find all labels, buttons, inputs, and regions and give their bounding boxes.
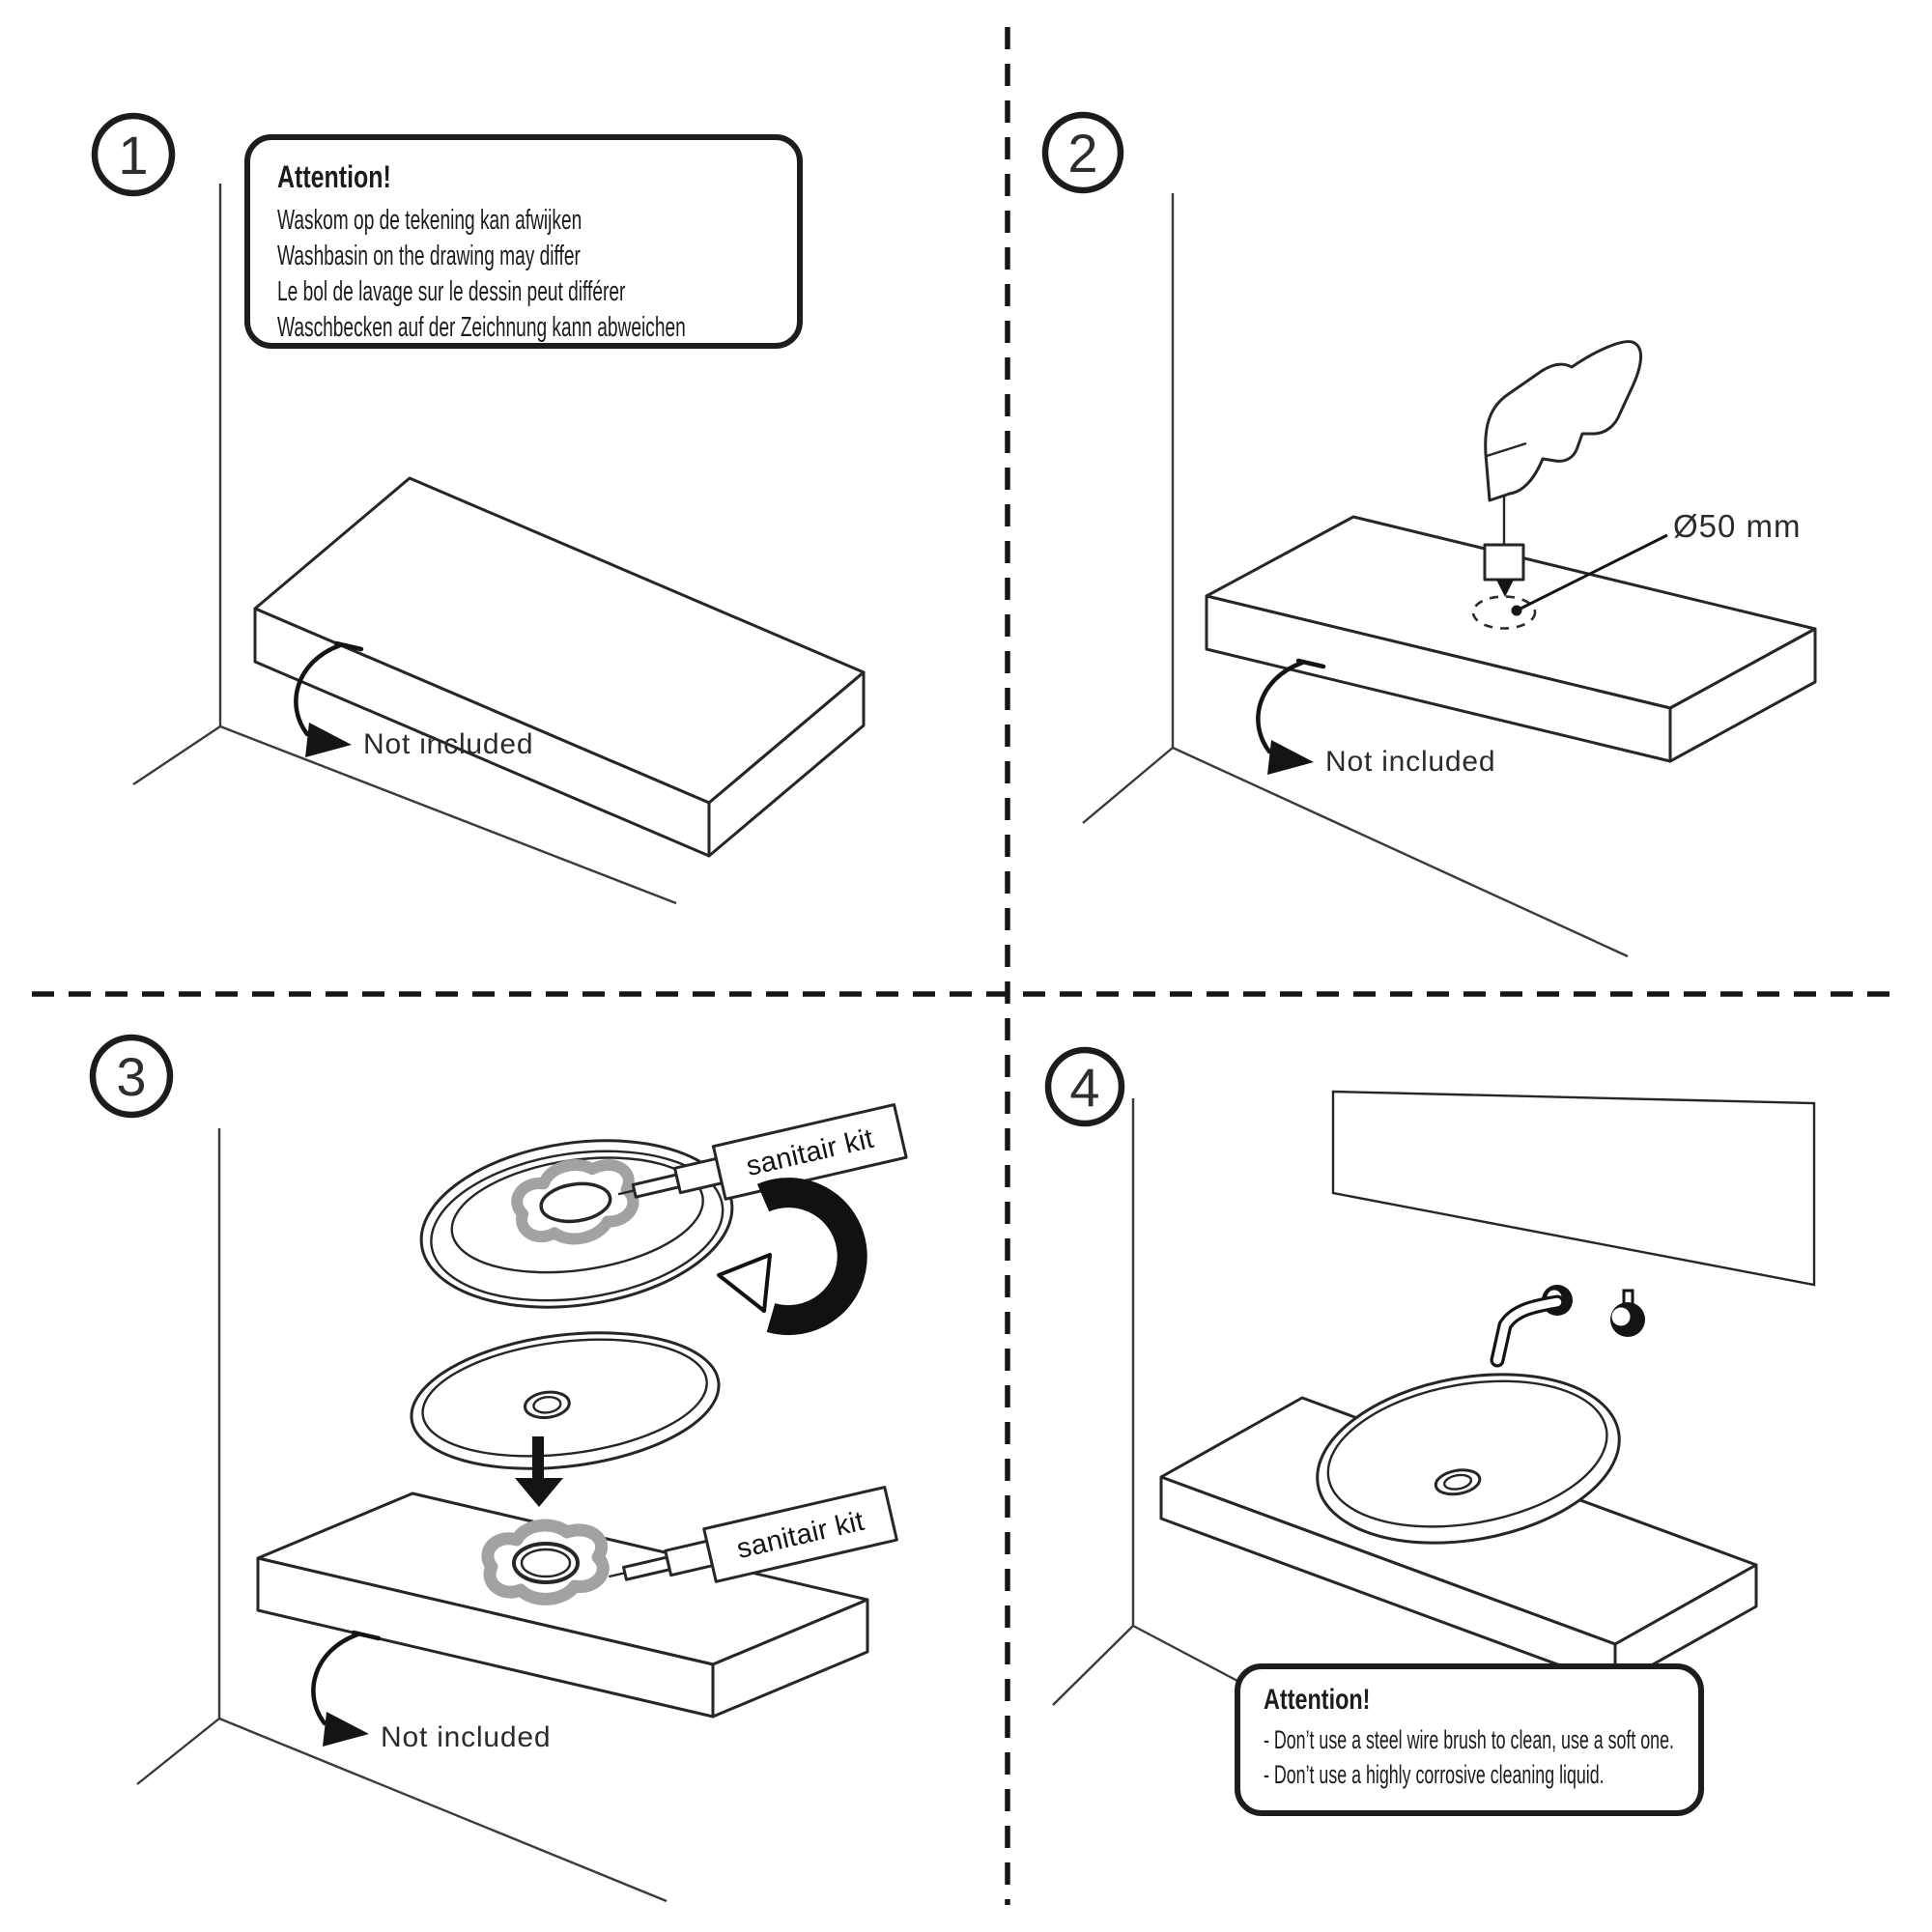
faucet-knob-icon bbox=[1610, 1291, 1645, 1337]
washbasin-bottom-view bbox=[411, 1122, 743, 1325]
mirror-icon bbox=[1333, 1092, 1814, 1285]
attention-title-step1: Attention! bbox=[277, 159, 391, 194]
panel-step2 bbox=[1045, 115, 1815, 956]
step-number-badge-3 bbox=[93, 1037, 170, 1115]
step-number-2: 2 bbox=[1067, 123, 1098, 184]
step-number-badge-1 bbox=[95, 116, 172, 193]
countertop-shelf-icon bbox=[255, 478, 864, 856]
attention-line-cleaning-2: - Don’t use a highly corrosive cleaning liquid. bbox=[1264, 1760, 1605, 1789]
attention-line-cleaning-1: - Don’t use a steel wire brush to clean, use a soft one. bbox=[1264, 1725, 1674, 1754]
attention-line-nl: Waskom op de tekening kan afwijken bbox=[277, 205, 582, 236]
washbasin-top-view bbox=[404, 1317, 726, 1485]
sealant-tube-label-bottom: sanitair kit bbox=[733, 1505, 867, 1566]
rotate-arrow-icon bbox=[719, 1193, 852, 1321]
attention-line-en: Washbasin on the drawing may differ bbox=[277, 241, 581, 271]
curved-arrow-icon bbox=[313, 1633, 379, 1747]
panel-step3 bbox=[93, 1037, 906, 1901]
wall-corner-4 bbox=[1053, 1098, 1256, 1705]
step-number-1: 1 bbox=[118, 125, 149, 185]
step-number-3: 3 bbox=[116, 1046, 147, 1107]
not-included-label-1: Not included bbox=[363, 728, 534, 760]
attention-line-de: Waschbecken auf der Zeichnung kann abweichen bbox=[277, 312, 686, 343]
attention-box-step1 bbox=[244, 134, 803, 349]
attention-title-step4: Attention! bbox=[1264, 1684, 1371, 1716]
attention-line-fr: Le bol de lavage sur le dessin peut différer bbox=[277, 276, 626, 307]
step-number-4: 4 bbox=[1069, 1057, 1100, 1118]
step-number-badge-2 bbox=[1045, 115, 1121, 190]
faucet-spout-icon bbox=[1497, 1285, 1573, 1360]
attention-box-step4 bbox=[1235, 1663, 1704, 1816]
sealant-tube-label-top: sanitair kit bbox=[743, 1122, 877, 1183]
hole-diameter-label: Ø50 mm bbox=[1673, 508, 1802, 544]
panel-step4 bbox=[1048, 1050, 1814, 1705]
not-included-label-3: Not included bbox=[381, 1721, 552, 1753]
not-included-label-2: Not included bbox=[1325, 746, 1496, 778]
step-number-badge-4 bbox=[1048, 1050, 1122, 1123]
curved-arrow-icon bbox=[1258, 661, 1323, 775]
